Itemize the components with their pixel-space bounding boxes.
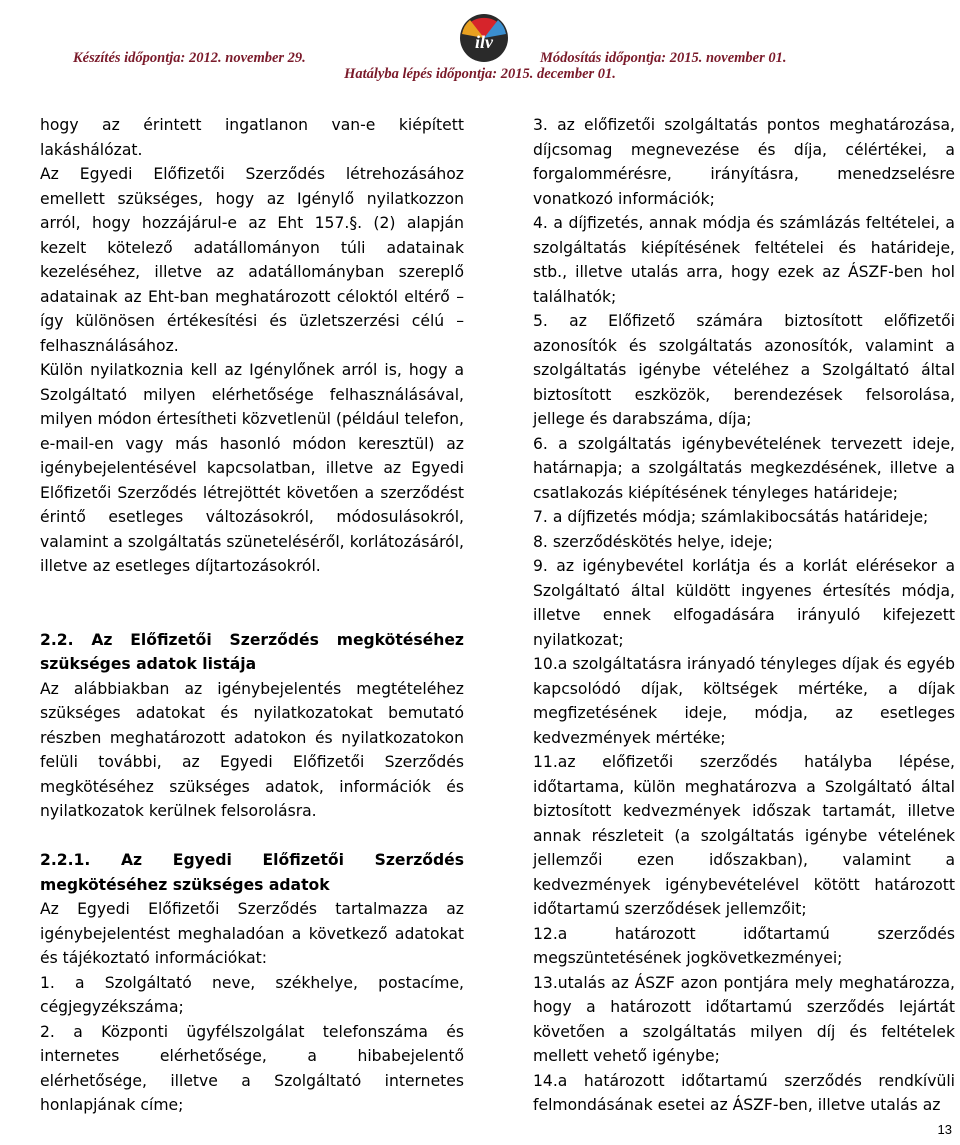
- effective-date: Hatályba lépés időpontja: 2015. december 01.: [344, 66, 616, 82]
- list-item: 14.a határozott időtartamú szerződés rendkívüli felmondásának esetei az ÁSZF-ben, illetve utalás az: [533, 1071, 955, 1114]
- modified-date: Módosítás időpontja: 2015. november 01.: [540, 50, 787, 66]
- list-item: 2. a Központi ügyfélszolgálat telefonszáma és internetes elérhetősége, a hibabejelentő elérhetősége, illetve a Szolgáltató internetes honlapjának címe;: [40, 1022, 464, 1114]
- paragraph: Az Egyedi Előfizetői Szerződés létrehozásához emellett szükséges, hogy az Igénylő nyilatkozzon arról, hogy hozzájárul-e az Eht 157.§. (2) alapján kezelt kötelező adatállományon túli adatainak kezeléséhez, illetve az adatállományban szereplő adatainak az Eht-ban meghatározott céloktól eltérő – így különösen értékesítési és üzletszerzési célú – felhasználásához.: [40, 165, 464, 355]
- logo-text: ilv: [475, 32, 493, 52]
- ilv-logo-icon: [456, 8, 512, 64]
- list-item: 8. szerződéskötés helye, ideje;: [533, 532, 773, 551]
- list-item: 3. az előfizetői szolgáltatás pontos meghatározása, díjcsomag megnevezése és díja, célértékei, a forgalommérésre, irányításra, menedzselésre vonatkozó információk;: [533, 116, 955, 208]
- list-item: 1. a Szolgáltató neve, székhelye, postacíme, cégjegyzékszáma;: [40, 973, 464, 1016]
- list-item: 4. a díjfizetés, annak módja és számlázás feltételei, a szolgáltatás kiépítésének feltételei és határideje, stb., illetve utalás arra, hogy ezek az ÁSZF-ben hol találhatók;: [533, 214, 955, 306]
- created-date: Készítés időpontja: 2012. november 29.: [73, 50, 306, 66]
- page-number: 13: [937, 1122, 952, 1137]
- right-column: [533, 113, 955, 1118]
- paragraph: Külön nyilatkoznia kell az Igénylőnek arról is, hogy a Szolgáltató milyen elérhetősége felhasználásával, milyen módon értesítheti közvetlenül (például telefon, e-mail-en vagy más hasonló módon keresztül) az igénybejelentésével kapcsolatban, illetve az Egyedi Előfizetői Szerződés létrejöttét követően a szerződést érintő esetleges változásokról, módosulásokról, valamint a szolgáltatás szüneteléséről, korlátozásáról, illetve az esetleges díjtartozásokról.: [40, 361, 464, 575]
- list-item: 9. az igénybevétel korlátja és a korlát elérésekor a Szolgáltató által küldött ingyenes értesítés módja, illetve ennek elfogadására irányuló kifejezett nyilatkozat;: [533, 557, 955, 649]
- left-column: [40, 113, 464, 1118]
- subsection-heading: 2.2.1. Az Egyedi Előfizetői Szerződés megkötéséhez szükséges adatok: [40, 851, 464, 894]
- list-item: 11.az előfizetői szerződés hatályba lépése, időtartama, külön meghatározva a Szolgáltató által biztosított kedvezmények időszak tartamát, illetve annak részleteit (a szolgáltatás igénybe vételének jellemzői ezen időszakban), valamint a kedvezmények igénybevételével kötött határozott időtartamú szerződések jellemzőit;: [533, 753, 955, 918]
- list-item: 13.utalás az ÁSZF azon pontjára mely meghatározza, hogy a határozott időtartamú szerződés lejártát követően a szolgáltatás milyen díj és feltételek mellett vehető igénybe;: [533, 973, 955, 1065]
- section-heading: 2.2. Az Előfizetői Szerződés megkötéséhez szükséges adatok listája: [40, 630, 464, 673]
- list-item: 5. az Előfizető számára biztosított előfizetői azonosítók és szolgáltatás azonosítók, valamint a szolgáltatás igénybe vételéhez a Szolgáltató által biztosított eszközök, berendezések felsorolása, jellege és darabszáma, díja;: [533, 312, 955, 428]
- paragraph: Az Egyedi Előfizetői Szerződés tartalmazza az igénybejelentést meghaladóan a következő adatokat és tájékoztató információkat:: [40, 900, 464, 967]
- list-item: 7. a díjfizetés módja; számlakibocsátás határideje;: [533, 508, 929, 526]
- list-item: 6. a szolgáltatás igénybevételének tervezett ideje, határnapja; a szolgáltatás megkezdésének, illetve a csatlakozás kiépítésének tényleges határideje;: [533, 434, 955, 502]
- paragraph: Az alábbiakban az igénybejelentés megtételéhez szükséges adatokat és nyilatkozatokat bemutató részben meghatározott adatokon és nyilatkozatokon felüli további, az Egyedi Előfizetői Szerződés megkötéséhez szükséges adatok, információk és nyilatkozatok kerülnek felsorolásra.: [40, 679, 464, 820]
- list-item: 12.a határozott időtartamú szerződés megszüntetésének jogkövetkezményei;: [533, 924, 955, 967]
- page-header: [0, 0, 960, 90]
- list-item: 10.a szolgáltatásra irányadó tényleges díjak és egyéb kapcsolódó díjak, költségek mértéke, a díjak megfizetésének ideje, módja, az esetleges kedvezmények mértéke;: [533, 655, 955, 747]
- paragraph: hogy az érintett ingatlanon van-e kiépített lakáshálózat.: [40, 116, 464, 159]
